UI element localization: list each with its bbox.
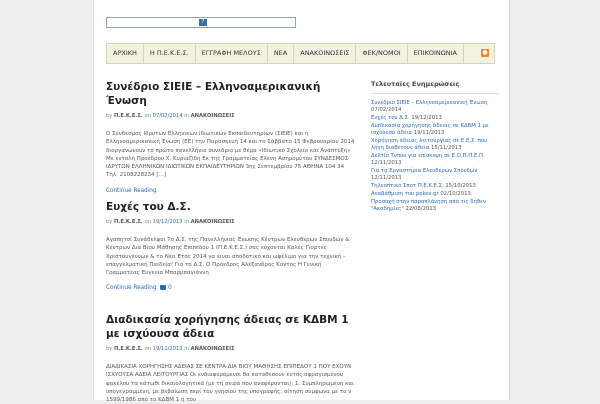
sidebar <box>371 80 499 214</box>
post-title[interactable]: Συνέδριο ΣΙΕΙΕ – Ελληνοαμερικανική Ένωση <box>106 81 321 107</box>
nav-about[interactable]: Η Π.Ε.Κ.Ε.Σ. <box>144 44 196 63</box>
post-meta: by Π.Ε.Κ.Ε.Σ. on 19/11/2013 in ΑΝΑΚΟΙΝΩΣΕΙΣ <box>106 346 235 352</box>
list-item: Ευχές του Δ.Σ. 19/12/2013 <box>371 115 442 121</box>
post-date[interactable]: 19/11/2013 <box>152 346 183 352</box>
list-item: Τηλεοπτικό Σποτ Π.Ε.Κ.Ε.Σ. 15/10/2013 <box>371 183 476 189</box>
search-box[interactable] <box>106 17 296 28</box>
nav-home[interactable]: ΑΡΧΙΚΗ <box>107 44 144 63</box>
post <box>106 200 356 291</box>
recent-post-link[interactable]: Δελτίο Τύπου για επίσκεψη σε Ε.Ο.Π.Π.Ε.Π. <box>371 153 485 159</box>
list-item: Για τα Εργαστήρια Ελευθέρων Σπουδών 12/11/2013 <box>371 168 478 181</box>
post-date[interactable]: 19/12/2013 <box>152 219 183 225</box>
nav-announcements[interactable]: ΑΝΑΚΟΙΝΩΣΕΙΣ <box>294 44 356 63</box>
post-title[interactable]: Ευχές του Δ.Σ. <box>106 201 191 213</box>
post-meta: by Π.Ε.Κ.Ε.Σ. on 19/12/2013 in ΑΝΑΚΟΙΝΩΣΕΙΣ <box>106 219 235 225</box>
recent-post-link[interactable]: Συνέδριο ΣΙΕΙΕ – Ελληνοαμερικανική Ένωση <box>371 100 488 106</box>
post-date[interactable]: 07/02/2014 <box>152 113 183 119</box>
list-item: Προσοχή στην παραπλάνηση από τις δήθεν "Ακαδημίες" 22/08/2013 <box>371 199 486 212</box>
nav-news[interactable]: ΝΕΑ <box>268 44 294 63</box>
nav-register[interactable]: ΕΓΓΡΑΦΗ ΜΕΛΟΥΣ <box>196 44 268 63</box>
list-item: Δελτίο Τύπου για επίσκεψη σε Ε.Ο.Π.Π.Ε.Π. 12/11/2013 <box>371 153 485 166</box>
post <box>106 313 356 404</box>
post-meta: by Π.Ε.Κ.Ε.Σ. on 07/02/2014 in ΑΝΑΚΟΙΝΩΣΕΙΣ <box>106 113 235 119</box>
nav-laws[interactable]: ΦΕΚ/ΝΟΜΟΙ <box>356 44 407 63</box>
post-excerpt: Αγαπητοί Συνάδελφοι Το Δ.Σ. της Πανελλήνιας Ένωσης Κέντρων Ελευθέρων Σπουδών & Κέντρων Δια Βίου Μάθησης Επιπέδου 1 (Π.Ε.Κ.Ε.Σ.) σας εύχονται Καλές Γιορτές Χριστουγέννων & το Νέο Έτος 2014 να είναι αποδοτικό και ωφέλιμο για την τεχνική – επαγγελματική Παιδεία! Για το Δ.Σ. Ο Πρόεδρος Αλέξανδρος Κόντος Η Γενική Γραμματέας Ευγενία Μπαρμπαγιάννη <box>106 237 350 277</box>
nav-contact[interactable]: ΕΠΙΚΟΙΝΩΝΙΑ <box>408 44 464 63</box>
comment-count[interactable]: 0 <box>168 285 172 292</box>
sidebar-title: Τελευταίες Ενημερώσεις <box>371 80 499 94</box>
recent-post-link[interactable]: Αναβάθμιση του pekes.gr <box>371 191 439 197</box>
list-item: Συνέδριο ΣΙΕΙΕ – Ελληνοαμερικανική Ένωση 07/02/2014 <box>371 100 488 113</box>
recent-post-link[interactable]: Για τα Εργαστήρια Ελευθέρων Σπουδών <box>371 168 478 174</box>
recent-posts-list <box>371 100 499 213</box>
list-item: Χορήγηση άδειας λειτουργίας σε Ε.Ε.Σ. που λήγη διαθέτουν άδεια 15/11/2013 <box>371 138 488 151</box>
post-author[interactable]: Π.Ε.Κ.Ε.Σ. <box>114 113 143 119</box>
post-title[interactable]: Διαδικασία χορήγησης άδειας σε ΚΔΒΜ 1 με ισχύουσα άδεια <box>106 314 349 340</box>
page-container <box>93 0 510 404</box>
list-item: Αναβάθμιση του pekes.gr 02/10/2013 <box>371 191 471 197</box>
post-excerpt: ΔΙΑΔΙΚΑΣΙΑ ΧΟΡΗΓΗΣΗΣ ΑΔΕΙΑΣ ΣΕ ΚΕΝΤΡΑ ΔΙΑ ΒΙΟΥ ΜΑΘΗΣΗΣ ΕΠΙΠΕΔΟΥ 1 ΠΟΥ ΕΧΟΥΝ ΙΣΧΥΟΥΣΑ ΑΔΕΙΑ ΛΕΙΤΟΥΡΓΙΑΣ Οι ενδιαφερόμενοι θα καταθέσουν εντός σφραγισμένου φακέλου τα κάτωθι δικαιολογητικά (με τη σειρά που αναφέρονται): 1. Συμπληρωμένη και υπογεγραμμένη, με βεβαίωση περί του γνησίου της υπογραφής, αίτηση σύμφωνα με το ν 1599/1986 από το ΚΔΒΜ 1 ή τον <box>106 364 354 404</box>
continue-reading-link[interactable]: Continue Reading <box>106 187 157 194</box>
recent-post-link[interactable]: Χορήγηση άδειας λειτουργίας σε Ε.Ε.Σ. που λήγη διαθέτουν άδεια <box>371 138 488 151</box>
recent-post-link[interactable]: Τηλεοπτικό Σποτ Π.Ε.Κ.Ε.Σ. <box>371 183 444 189</box>
post-category[interactable]: ΑΝΑΚΟΙΝΩΣΕΙΣ <box>190 113 235 119</box>
recent-post-link[interactable]: Ευχές του Δ.Σ. <box>371 115 410 121</box>
post <box>106 80 356 194</box>
continue-reading-link[interactable]: Continue Reading 0 <box>106 285 172 292</box>
search-icon[interactable]: ? <box>199 19 207 26</box>
rss-icon[interactable]: ● <box>482 49 488 56</box>
post-author[interactable]: Π.Ε.Κ.Ε.Σ. <box>114 219 143 225</box>
post-category[interactable]: ΑΝΑΚΟΙΝΩΣΕΙΣ <box>190 346 235 352</box>
post-author[interactable]: Π.Ε.Κ.Ε.Σ. <box>114 346 143 352</box>
post-category[interactable]: ΑΝΑΚΟΙΝΩΣΕΙΣ <box>190 219 235 225</box>
comment-icon[interactable] <box>160 285 166 290</box>
main-navigation <box>106 43 495 64</box>
recent-post-link[interactable]: Διαδικασία χορήγησης άδειας σε ΚΔΒΜ 1 με ισχύουσα άδεια <box>371 123 489 136</box>
post-excerpt: Ο Σύνδεσμος Ιδρυτών Ελληνικών Ιδιωτικών Εκπαιδευτηρίων (ΣΙΕΙΕ) και η Ελληνοαμερικανική Ένωση (ΕΕ) την Παρασκευή 14 και το Σάββατο 15 Φεβρουαρίου 2014 διοργανώνουν το πρώτο πανελλήνιο συνέδριο με θέμα «Ιδιωτικό Σχολείο και Ανάπτυξη» Με εντολή Προέδρου Χ. Κυριαζίδη Εκ της Γραμματείας Ελένη Ασημομύτου ΣΥΝΔΕΣΜΟΣ ΙΔΡΥΤΩΝ ΕΛΛΗΝΙΚΩΝ ΙΔΙΩΤΙΚΩΝ ΕΚΠΑΙΔΕΥΤΗΡΙΩΝ 3ης Σεπτεμβρίου 75 ΑΘΗΝΑ 104 34 Τηλ. 2108228234 […] <box>106 131 355 179</box>
recent-post-link[interactable]: Προσοχή στην παραπλάνηση από τις δήθεν "Ακαδημίες" <box>371 199 486 212</box>
list-item: Διαδικασία χορήγησης άδειας σε ΚΔΒΜ 1 με ισχύουσα άδεια 19/11/2013 <box>371 123 489 136</box>
